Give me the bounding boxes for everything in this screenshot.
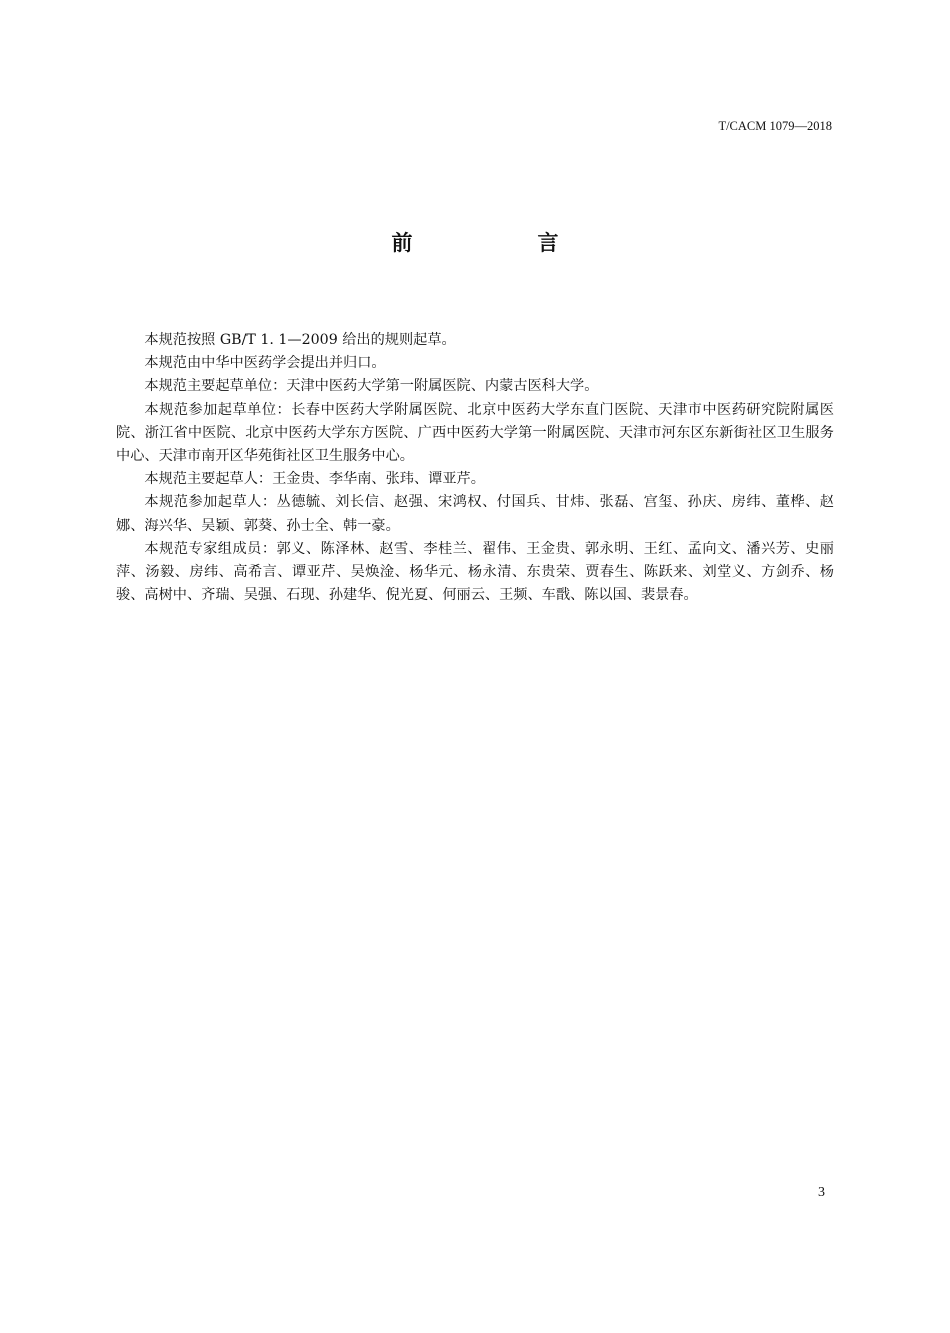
paragraph-participating-units: 本规范参加起草单位：长春中医药大学附属医院、北京中医药大学东直门医院、天津市中医药研究院附属医院、浙江省中医院、北京中医药大学东方医院、广西中医药大学第一附属医院、天津市河东区东新街社区卫生服务中心、天津市南开区华苑街社区卫生服务中心。 — [116, 401, 834, 465]
page-number: 3 — [818, 1185, 825, 1200]
paragraph-main-drafters: 本规范主要起草人：王金贵、李华南、张玮、谭亚芹。 — [144, 471, 485, 488]
paragraph-expert-group: 本规范专家组成员：郭义、陈泽林、赵雪、李桂兰、翟伟、王金贵、郭永明、王红、孟向文、潘兴芳、史丽萍、汤毅、房纬、高希言、谭亚芹、吴焕淦、杨华元、杨永清、东贵荣、贾春生、陈跃来、刘堂义、方剑乔、杨骏、高树中、齐瑞、吴强、石现、孙建华、倪光夏、何丽云、王频、车戬、陈以国、裴景春。 — [116, 540, 834, 604]
foreword-body — [116, 329, 834, 607]
paragraph-participating-drafters: 本规范参加起草人：丛德毓、刘长信、赵强、宋鸿权、付国兵、甘炜、张磊、宫玺、孙庆、房纬、董桦、赵娜、海兴华、吴颖、郭葵、孙士全、韩一豪。 — [116, 494, 834, 534]
page-title: 前 言 — [391, 231, 611, 255]
paragraph-drafting-rules: 本规范按照 GB/T 1. 1—2009 给出的规则起草。 — [144, 332, 456, 348]
document-code: T/CACM 1079—2018 — [718, 119, 832, 133]
paragraph-proposer: 本规范由中华中医药学会提出并归口。 — [144, 355, 386, 372]
paragraph-main-drafting-units: 本规范主要起草单位：天津中医药大学第一附属医院、内蒙古医科大学。 — [144, 378, 599, 395]
